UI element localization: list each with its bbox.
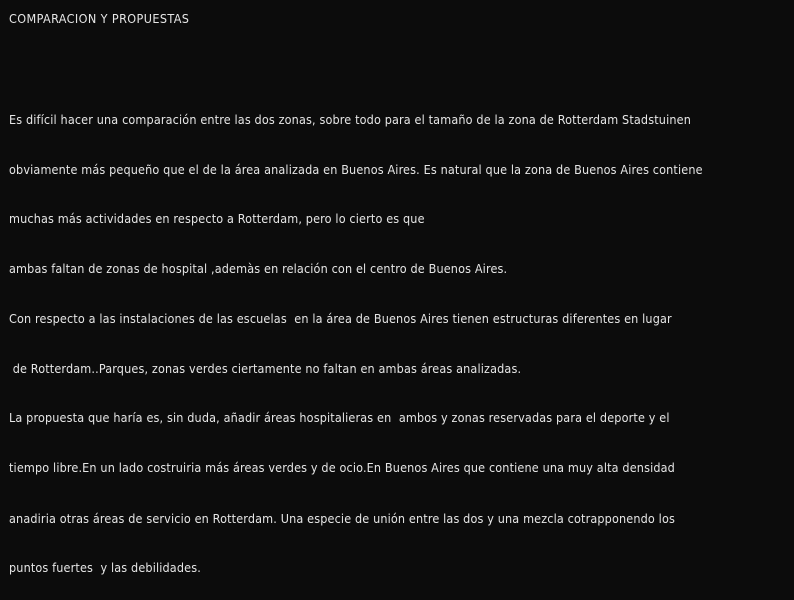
paragraph-line-6: de Rotterdam..Parques, zonas verdes ciertamente no faltan en ambas áreas analizadas. [9,361,522,376]
paragraph-line-1: Es difícil hacer una comparación entre las dos zonas, sobre todo para el tamaño de la zona de Rotterdam Stadstuinen [9,112,691,127]
paragraph-line-3: muchas más actividades en respecto a Rotterdam, pero lo cierto es que [9,211,425,226]
paragraph-line-10: puntos fuertes y las debilidades. [9,560,201,575]
paragraph-line-9: anadiria otras áreas de servicio en Rotterdam. Una especie de unión entre las dos y una mezcla cotrapponendo los [9,511,675,526]
document-title: COMPARACION Y PROPUESTAS [9,11,190,26]
paragraph-line-5: Con respecto a las instalaciones de las escuelas en la área de Buenos Aires tienen estructuras diferentes en lugar [9,311,672,326]
paragraph-line-8: tiempo libre.En un lado costruiria más áreas verdes y de ocio.En Buenos Aires que contiene una muy alta densidad [9,460,675,475]
paragraph-line-2: obviamente más pequeño que el de la área analizada en Buenos Aires. Es natural que la zona de Buenos Aires contiene [9,162,703,177]
paragraph-line-7: La propuesta que haría es, sin duda, añadir áreas hospitalieras en ambos y zonas reservadas para el deporte y el [9,410,670,425]
paragraph-line-4: ambas faltan de zonas de hospital ,ademàs en relación con el centro de Buenos Aires. [9,261,508,276]
